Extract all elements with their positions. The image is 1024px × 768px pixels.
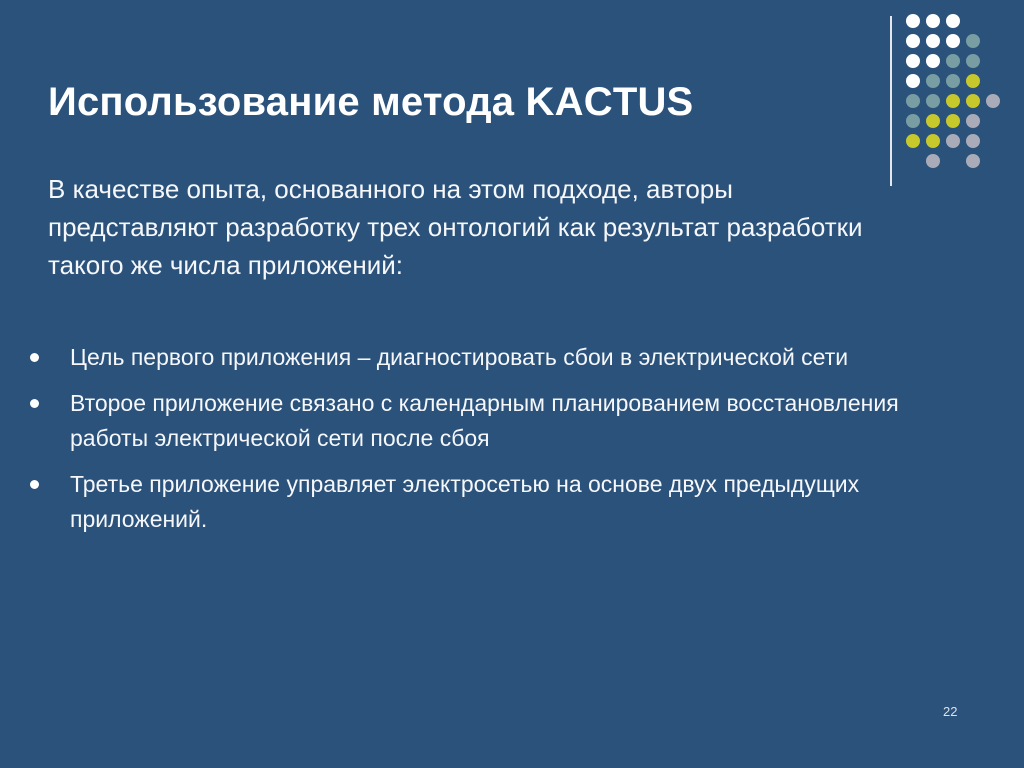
page-number: 22	[943, 704, 958, 719]
bullet-icon	[30, 399, 39, 408]
decorative-dot	[946, 94, 960, 108]
decorative-dot	[946, 34, 960, 48]
vertical-divider	[890, 16, 892, 186]
decorative-dot	[926, 14, 940, 28]
decorative-dot	[906, 94, 920, 108]
decorative-dot	[926, 34, 940, 48]
decorative-dot	[966, 154, 980, 168]
decorative-dot	[906, 54, 920, 68]
bullet-text-2: Второе приложение связано с календарным планированием восстановления работы электрической сети после сбоя	[70, 390, 899, 451]
decorative-dot	[926, 54, 940, 68]
decorative-dot	[966, 34, 980, 48]
decorative-dot	[946, 14, 960, 28]
decorative-dot	[966, 114, 980, 128]
slide-title: Использование метода KACTUS	[48, 80, 694, 124]
decorative-dot	[906, 134, 920, 148]
decorative-dot	[926, 114, 940, 128]
decorative-dot	[966, 134, 980, 148]
bullet-text-3: Третье приложение управляет электросетью на основе двух предыдущих приложений.	[70, 471, 860, 532]
decorative-dot	[946, 134, 960, 148]
decorative-dot	[906, 74, 920, 88]
bullet-list	[0, 340, 900, 548]
bullet-item-2	[0, 386, 900, 456]
bullet-text-1: Цель первого приложения – диагностировать сбои в электрической сети	[70, 344, 849, 370]
decorative-dot	[946, 74, 960, 88]
decorative-dot	[906, 114, 920, 128]
bullet-item-3	[0, 467, 900, 537]
decorative-dot	[906, 34, 920, 48]
decorative-dot	[946, 54, 960, 68]
decorative-dot-grid	[906, 14, 1006, 164]
bullet-icon	[30, 353, 39, 362]
intro-paragraph: В качестве опыта, основанного на этом подходе, авторы представляют разработку трех онтологий как результат разработки такого же числа приложений:	[48, 174, 863, 280]
decorative-dot	[926, 134, 940, 148]
decorative-dot	[926, 154, 940, 168]
decorative-dot	[966, 94, 980, 108]
decorative-dot	[986, 94, 1000, 108]
decorative-dot	[906, 14, 920, 28]
decorative-dot	[946, 114, 960, 128]
decorative-dot	[926, 74, 940, 88]
decorative-dot	[926, 94, 940, 108]
decorative-dot	[966, 74, 980, 88]
decorative-dot	[966, 54, 980, 68]
bullet-item-1	[0, 340, 900, 375]
bullet-icon	[30, 480, 39, 489]
